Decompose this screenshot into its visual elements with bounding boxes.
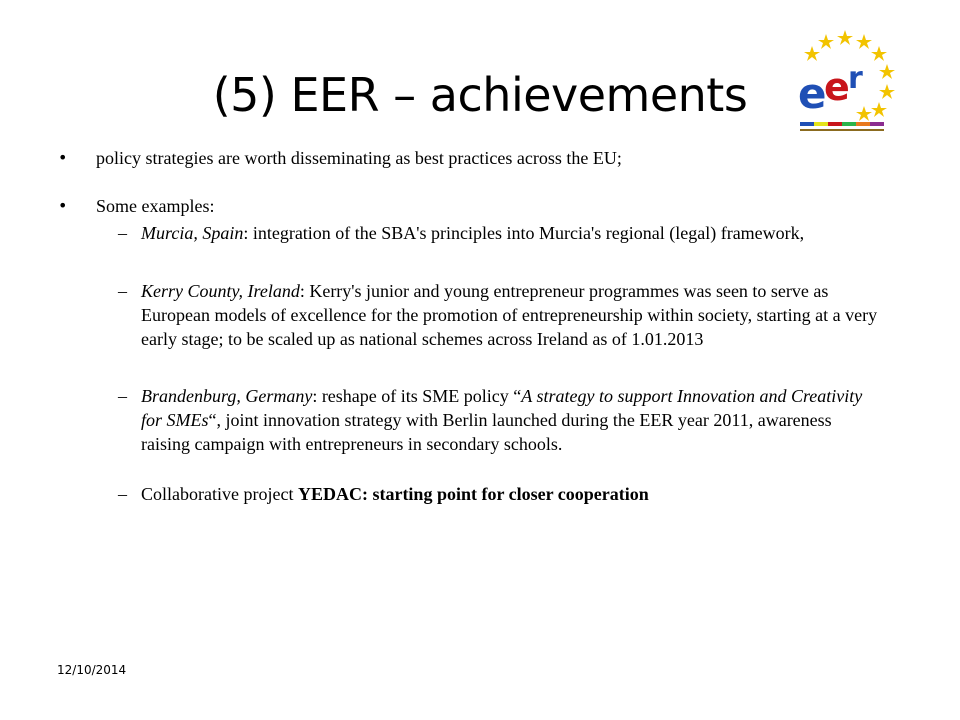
bullet-text: policy strategies are worth disseminating as best practices across the EU; bbox=[96, 148, 622, 168]
svg-text:e: e bbox=[798, 69, 827, 118]
example-item bbox=[58, 279, 918, 351]
slide-body bbox=[58, 146, 918, 506]
bullet-item bbox=[58, 194, 918, 218]
bullet-item bbox=[58, 146, 918, 170]
eer-logo-stars-icon bbox=[790, 28, 900, 138]
example-quote: A strategy to support Innovation and Creativity for SMEs bbox=[141, 386, 863, 430]
svg-text:e: e bbox=[824, 65, 850, 109]
example-text: Collaborative project bbox=[141, 484, 298, 504]
example-item bbox=[58, 221, 918, 245]
svg-text:r: r bbox=[848, 61, 863, 96]
slide-title: (5) EER – achievements bbox=[212, 68, 748, 122]
dash-mark: – bbox=[118, 484, 127, 504]
example-place: Brandenburg, Germany bbox=[141, 386, 313, 406]
example-bold: YEDAC: starting point for closer cooperation bbox=[297, 484, 649, 504]
dash-mark: – bbox=[118, 223, 127, 243]
dash-mark: – bbox=[118, 386, 127, 406]
footer-date: 12/10/2014 bbox=[57, 663, 127, 677]
example-item bbox=[58, 384, 918, 456]
example-text: “, joint innovation strategy with Berlin launched during the EER year 2011, awareness raising campaign with entrepreneurs in secondary schools. bbox=[141, 410, 832, 454]
example-text: : integration of the SBA's principles into Murcia's regional (legal) framework, bbox=[243, 223, 805, 243]
dash-mark: – bbox=[118, 281, 127, 301]
example-item bbox=[58, 482, 918, 506]
example-place: Kerry County, Ireland bbox=[141, 281, 300, 301]
bullet-mark: • bbox=[58, 148, 68, 167]
bullet-text: Some examples: bbox=[96, 196, 215, 216]
example-text: : reshape of its SME policy “ bbox=[312, 386, 522, 406]
example-place: Murcia, Spain bbox=[141, 223, 244, 243]
example-text: : Kerry's junior and young entrepreneur programmes was seen to serve as European models of excellence for the promotion of entrepreneurship within society, starting at a very early stage; to be scaled up as national schemes across Ireland as of 1.01.2013 bbox=[141, 281, 878, 349]
bullet-mark: • bbox=[58, 196, 68, 215]
